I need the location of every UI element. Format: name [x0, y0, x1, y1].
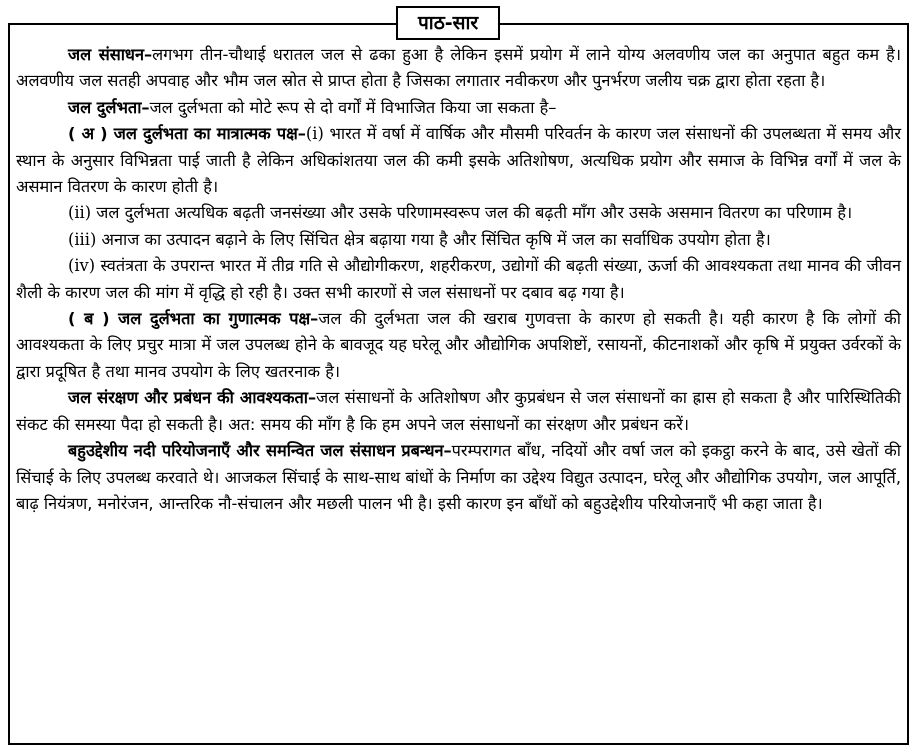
para-multipurpose-projects [16, 438, 901, 517]
para-conservation [16, 385, 901, 438]
para-heading: ( ब ) जल दुर्लभता का गुणात्मक पक्ष– [68, 309, 319, 329]
para-text: स्वतंत्रता के उपरान्त भारत में तीव्र गति से औद्योगीकरण, शहरीकरण, उद्योगों की बढ़ती संख्या, ऊर्जा की आवश्यकता तथा मानव की जीवन शैली के कारण जल की मांग में वृद्धि हो रही है। उक्त सभी कारणों से जल संसाधनों पर दबाव बढ़ गया है। [16, 256, 901, 302]
para-point-iv [16, 253, 901, 306]
item-number: (i) [305, 124, 324, 144]
para-point-ii [16, 200, 901, 226]
item-number: (ii) [68, 203, 92, 223]
para-heading: जल संरक्षण और प्रबंधन की आवश्यकता– [68, 388, 317, 408]
para-water-resources [16, 42, 901, 95]
para-text: जल की दुर्लभता जल की खराब गुणवत्ता के कारण हो सकती है। यही कारण है कि लोगों की आवश्यकता के लिए प्रचुर मात्रा में जल उपलब्ध होने के बावजूद यह घरेलू और औद्योगिक अपशिष्टों, रसायनों, कीटनाशकों और कृषि में प्रयुक्त उर्वरकों के द्वारा प्रदूषित है तथा मानव उपयोग के लिए खतरनाक है। [16, 309, 902, 381]
para-heading: बहुउद्देशीय नदी परियोजनाएँ और समन्वित जल संसाधन प्रबन्धन– [68, 441, 452, 461]
item-number: (iii) [68, 229, 97, 249]
page-title: पाठ-सार [396, 6, 500, 40]
item-number: (iv) [68, 256, 96, 276]
para-heading: ( अ ) जल दुर्लभता का मात्रात्मक पक्ष– [68, 124, 306, 144]
para-water-scarcity [16, 95, 901, 121]
para-point-iii [16, 227, 901, 253]
summary-body [16, 42, 901, 517]
para-heading: जल संसाधन– [68, 45, 153, 64]
para-text: भारत में वर्षा में वार्षिक और मौसमी परिवर्तन के कारण जल संसाधनों की उपलब्धता में समय और स्थान के अनुसार विभिन्नता पाई जाती है लेकिन अधिकांशतया जल की कमी इसके अतिशोषण, अत्यधिक प्रयोग और समाज के विभिन्न वर्गों में जल के असमान वितरण के कारण होती है। [16, 124, 901, 197]
para-qualitative [16, 306, 901, 385]
para-text: जल दुर्लभता अत्यधिक बढ़ती जनसंख्या और उसके परिणामस्वरूप जल की बढ़ती माँग और उसके असमान वितरण का परिणाम है। [91, 203, 853, 223]
para-text: जल दुर्लभता को मोटे रूप से दो वर्गों में विभाजित किया जा सकता है– [149, 97, 557, 117]
para-text: जल संसाधनों के अतिशोषण और कुप्रबंधन से जल संसाधनों का ह्रास हो सकता है और पारिस्थितिकी संकट की समस्या पैदा हो सकती है। अत: समय की माँग है कि हम अपने जल संसाधनों का संरक्षण और प्रबंधन करें। [16, 388, 901, 434]
para-text: परम्परागत बाँध, नदियों और वर्षा जल को इकट्ठा करने के बाद, उसे खेतों की सिंचाई के लिए उपलब्ध करवाते थे। आजकल सिंचाई के साथ-साथ बांधों के निर्माण का उद्देश्य विद्युत उत्पादन, घरेलू और औद्योगिक उपयोग, जल आपूर्ति, बाढ़ नियंत्रण, मनोरंजन, आन्तरिक नौ-संचालन और मछली पालन भी है। इसी कारण इन बाँधों को बहुउद्देशीय परियोजनाएँ भी कहा जाता है। [16, 441, 901, 513]
para-text: लगभग तीन-चौथाई धरातल जल से ढका हुआ है लेकिन इसमें प्रयोग में लाने योग्य अलवणीय जल का अनुपात बहुत कम है। अलवणीय जल सतही अपवाह और भौम जल स्रोत से प्राप्त होता है जिसका लगातार नवीकरण और पुनर्भरण जलीय चक्र द्वारा होता रहता है। [16, 45, 901, 91]
para-text: अनाज का उत्पादन बढ़ाने के लिए सिंचित क्षेत्र बढ़ाया गया है और सिंचित कृषि में जल का सर्वाधिक उपयोग होता है। [96, 229, 771, 249]
para-heading: जल दुर्लभता– [68, 97, 150, 117]
para-quantitative [16, 121, 901, 200]
